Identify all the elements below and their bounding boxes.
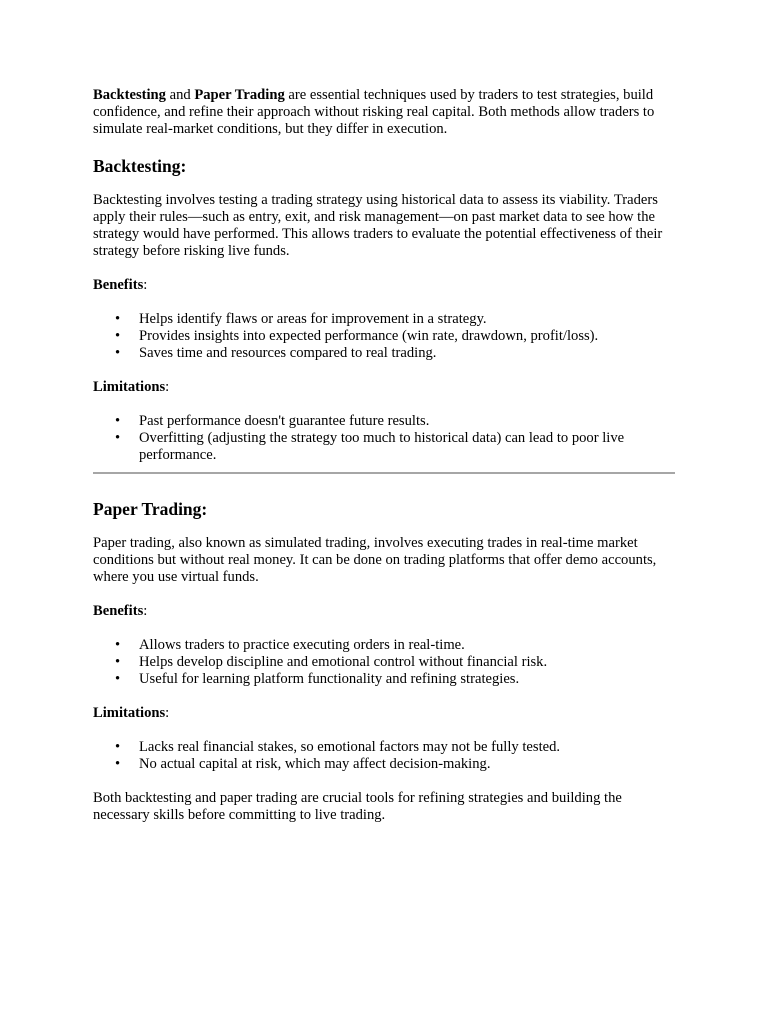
list-item: [115, 637, 675, 654]
list-item: [115, 654, 675, 671]
list-item: [115, 328, 675, 345]
limitations-label-text: Limitations: [93, 705, 166, 721]
bullet-icon: •: [115, 345, 121, 361]
label-colon: :: [143, 277, 148, 293]
backtesting-benefits-label: [93, 277, 675, 294]
section-divider: [93, 472, 675, 474]
backtesting-limitations-list: [93, 413, 675, 464]
bullet-icon: •: [115, 637, 121, 653]
list-item-text: Overfitting (adjusting the strategy too much to historical data) can lead to poor live performance.: [139, 430, 625, 463]
paper-trading-limitations-label: [93, 705, 675, 722]
paper-trading-heading: Paper Trading:: [93, 499, 208, 519]
bullet-icon: •: [115, 654, 121, 670]
list-item: [115, 345, 675, 362]
list-item-text: Lacks real financial stakes, so emotional factors may not be fully tested.: [139, 739, 561, 755]
bullet-icon: •: [115, 671, 121, 687]
benefits-label-text: Benefits: [93, 603, 144, 619]
bullet-icon: •: [115, 328, 121, 344]
list-item-text: Useful for learning platform functionality and refining strategies.: [139, 671, 520, 687]
list-item: [115, 756, 675, 773]
list-item-text: Helps identify flaws or areas for improvement in a strategy.: [139, 311, 487, 327]
backtesting-benefits-list: [93, 311, 675, 362]
intro-term-backtesting: Backtesting: [93, 87, 166, 103]
list-item-text: Allows traders to practice executing orders in real-time.: [139, 637, 465, 653]
list-item-text: Saves time and resources compared to real trading.: [139, 345, 437, 361]
bullet-icon: •: [115, 413, 121, 429]
bullet-icon: •: [115, 430, 121, 446]
list-item: [115, 413, 675, 430]
label-colon: :: [165, 379, 170, 395]
list-item-text: Provides insights into expected performance (win rate, drawdown, profit/loss).: [139, 328, 599, 344]
label-colon: :: [143, 603, 148, 619]
list-item: [115, 739, 675, 756]
paper-trading-benefits-label: [93, 603, 675, 620]
list-item-text: No actual capital at risk, which may affect decision-making.: [139, 756, 491, 772]
backtesting-description: Backtesting involves testing a trading strategy using historical data to assess its viability. Traders apply their rules—such as entry, exit, and risk management—on past market data to see how the strategy would have performed. This allows traders to evaluate the potential effectiveness of their strategy before risking live funds.: [93, 192, 663, 259]
list-item-text: Past performance doesn't guarantee future results.: [139, 413, 430, 429]
limitations-label-text: Limitations: [93, 379, 166, 395]
bullet-icon: •: [115, 739, 121, 755]
benefits-label-text: Benefits: [93, 277, 144, 293]
list-item: [115, 671, 675, 688]
bullet-icon: •: [115, 756, 121, 772]
paper-trading-description: Paper trading, also known as simulated trading, involves executing trades in real-time market conditions but without real money. It can be done on trading platforms that offer demo accounts, where you use virtual funds.: [93, 535, 657, 585]
closing-paragraph: Both backtesting and paper trading are crucial tools for refining strategies and building the necessary skills before committing to live trading.: [93, 790, 622, 823]
list-item: [115, 311, 675, 328]
label-colon: :: [165, 705, 170, 721]
intro-text: are essential techniques used by traders to test strategies, build confidence, and refine their approach without risking real capital. Both methods allow traders to simulate real-market conditions, but they differ in execution.: [93, 87, 655, 137]
paper-trading-benefits-list: [93, 637, 675, 688]
bullet-icon: •: [115, 311, 121, 327]
list-item-text: Helps develop discipline and emotional control without financial risk.: [139, 654, 548, 670]
backtesting-heading: Backtesting:: [93, 156, 187, 176]
paper-trading-limitations-list: [93, 739, 675, 773]
document-page: [93, 87, 675, 824]
intro-conjunction: and: [165, 87, 195, 103]
intro-paragraph: [93, 87, 675, 138]
list-item: [115, 430, 675, 464]
backtesting-limitations-label: [93, 379, 675, 396]
intro-term-paper-trading: Paper Trading: [194, 87, 285, 103]
